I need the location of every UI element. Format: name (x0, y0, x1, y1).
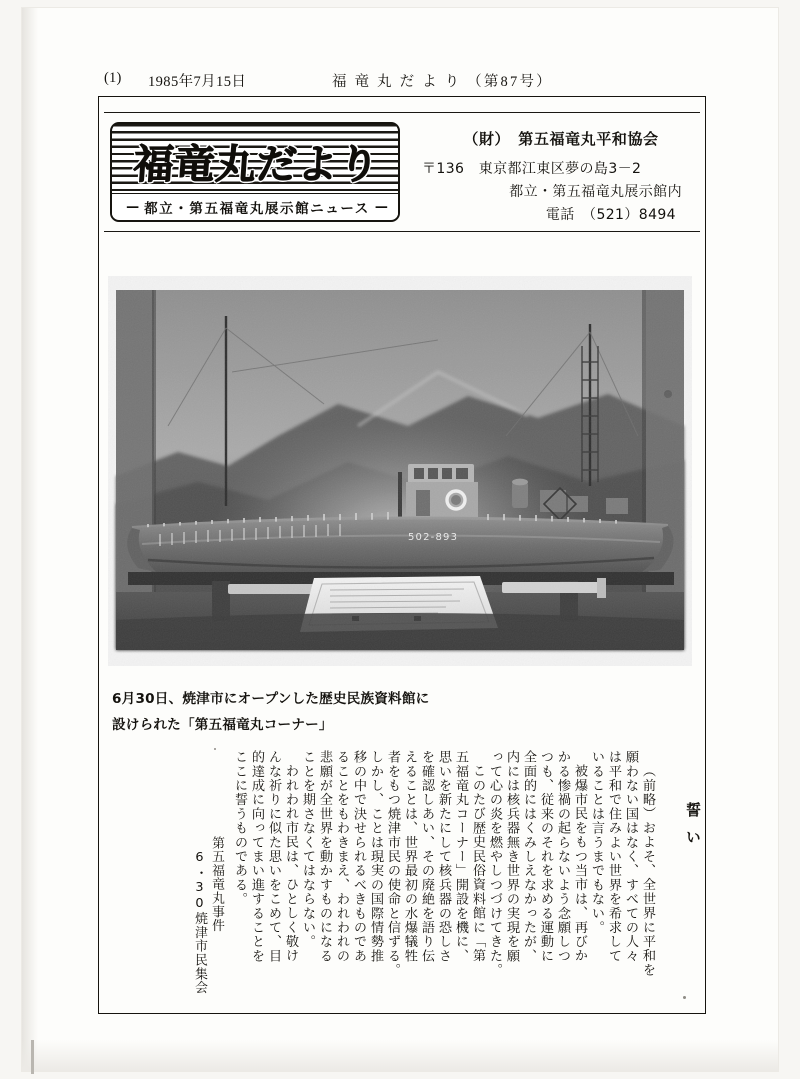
article-column-6: つも、従来のそれを求める運動に (538, 750, 553, 963)
article-column-0: （前略）およそ、全世界に平和を (640, 764, 655, 977)
publisher-organization: （財） 第五福竜丸平和協会 (463, 130, 659, 148)
masthead-subtitle-bar (112, 193, 400, 220)
photo-ship-model-exhibit (108, 276, 692, 666)
scan-speck (214, 748, 216, 750)
masthead-rule-top (104, 112, 700, 113)
svg-text:502-893: 502-893 (408, 532, 459, 543)
article-column-21: われわれ市民は、ひとしく敬け (283, 764, 298, 963)
masthead-logo-title: 福竜丸だより (132, 140, 382, 188)
article-column-3: いることは言うまでもない。 (589, 750, 604, 935)
article-column-23: 的達成に向ってまい進することを (249, 750, 264, 963)
page-number: (1) (104, 70, 122, 86)
article-column-11: 五福竜丸コーナー」開設を機に、 (453, 750, 468, 963)
publisher-postal-line: 〒136 東京都江東区夢の島3－2 (422, 161, 642, 177)
article-column-7: 全面的にはくみしえなかったが、 (521, 750, 536, 963)
issue-date: 1985年7月15日 (148, 74, 247, 90)
article-column-1: 願わない国はなく、すべての人々 (623, 750, 638, 963)
masthead-logo-subtitle: 都立・第五福竜丸展示館ニュース (144, 201, 370, 217)
article-column-8: 内には核兵器無き世界の実現を願 (504, 750, 519, 963)
scan-spine-mark (31, 1040, 34, 1074)
article-column-12: 思いを新たにして核兵器の恐しさ (436, 750, 451, 963)
running-head (96, 68, 708, 92)
article-photograph (108, 276, 692, 666)
article-column-2: は平和で住みよい世界を希求して (606, 750, 621, 963)
photo-caption (112, 686, 582, 738)
article-body-vertical (108, 750, 700, 1012)
article-column-5: かる惨禍の起らないよう念願しつ (555, 750, 570, 963)
article-column-9: って心の炎を燃やしつづけてきた。 (487, 750, 502, 978)
article-signature-line-2: 6・30焼津市民集会 (192, 850, 207, 995)
scan-speck (683, 996, 686, 999)
article-column-19: 悲願が全世界を動かすものになる (317, 750, 332, 963)
publisher-address-line: 都立・第五福竜丸展示館内 (509, 184, 682, 200)
article-column-17: 移の中で決せられるべきものであ (351, 750, 366, 963)
publisher-block (418, 128, 704, 224)
masthead-rule-bottom (104, 231, 700, 232)
publisher-telephone: 電話 （521）8494 (545, 207, 676, 223)
article-column-22: んな祈りに似た思いをこめて、目 (266, 750, 281, 963)
masthead-dash-left: — (126, 199, 140, 215)
caption-line-2: 設けられた「第五福竜丸コーナー」 (112, 717, 333, 733)
article-column-20: ことを期さなくてはならない。 (300, 750, 315, 949)
article-column-4: 被爆市民をもつ当市は、再びか (572, 764, 587, 963)
article-title: 誓い (684, 802, 702, 856)
article-signature-line-1: 第五福竜丸事件 (209, 836, 224, 933)
article-column-14: えることは、世界最初の水爆犠牲 (402, 750, 417, 963)
article-column-18: ることをもわきまえ、われわれの (334, 750, 349, 963)
article-column-24: ここに誓うものである。 (232, 750, 247, 907)
article-column-10: このたび歴史民俗資料館に「第 (470, 764, 485, 963)
article-column-15: 者をもつ焼津市民の使命と信ずる。 (385, 750, 400, 978)
article-column-13: を確認しあい、その廃絶を語り伝 (419, 750, 434, 963)
publication-name: 福 竜 丸 だ よ り （第87号） (332, 74, 553, 90)
masthead-logo (110, 122, 400, 222)
caption-line-1: 6月30日、焼津市にオープンした歴史民族資料館に (112, 691, 430, 707)
article-column-16: しかし、ことは現実の国際情勢推 (368, 750, 383, 963)
masthead-dash-right: — (374, 199, 388, 215)
